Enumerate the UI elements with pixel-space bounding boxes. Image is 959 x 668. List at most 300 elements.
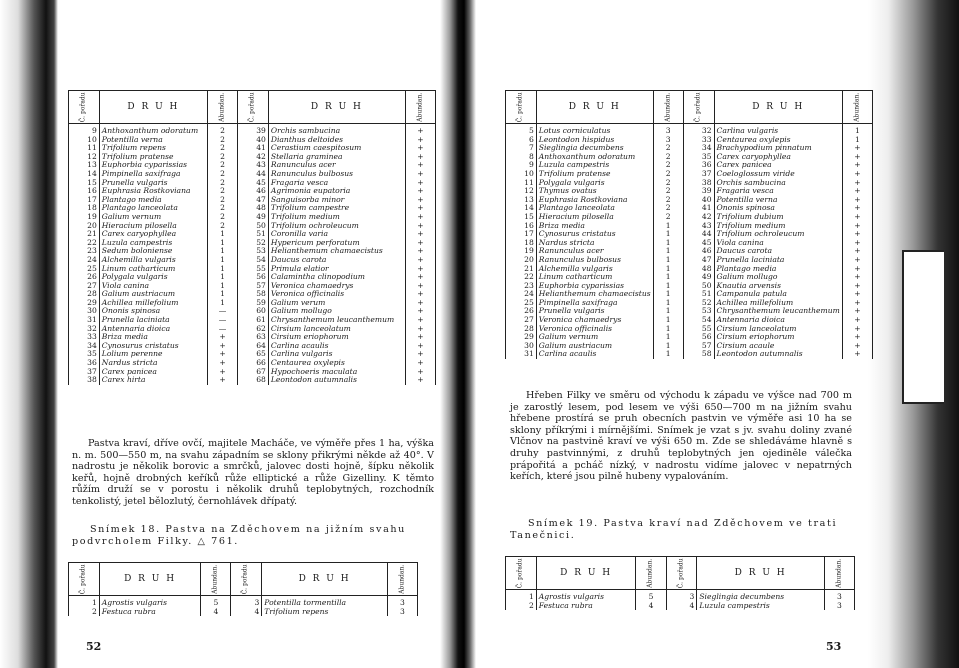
species-name: Lolium perenne: [99, 350, 207, 359]
abundance-value: 2: [653, 153, 683, 162]
row-number: 37: [69, 368, 100, 377]
species-name: Viola canina: [99, 282, 207, 291]
abundance-value: +: [405, 247, 435, 256]
abundance-value: 2: [208, 213, 238, 222]
row-number: 27: [69, 282, 100, 291]
species-name: Galium mollugo: [714, 273, 842, 282]
species-name: Sedum boloniense: [99, 247, 207, 256]
species-name: Briza media: [536, 222, 653, 231]
abundance-value: —: [208, 307, 238, 316]
abundance-value: +: [405, 161, 435, 170]
abundance-value: +: [842, 204, 872, 213]
species-name: Prunella vulgaris: [536, 307, 653, 316]
species-name: Veronica officinalis: [268, 290, 405, 299]
row-number: 4: [666, 602, 697, 611]
row-number: 48: [238, 204, 269, 213]
abundance-value: 1: [653, 282, 683, 291]
row-number: 47: [683, 256, 714, 265]
abundance-value: 1: [208, 273, 238, 282]
species-name: Achillea millefolium: [99, 299, 207, 308]
species-name: Brachypodium pinnatum: [714, 144, 842, 153]
species-name: Trifolium ochroleucum: [268, 222, 405, 231]
row-number: 56: [683, 333, 714, 342]
row-number: 18: [506, 239, 537, 248]
abundance-value: 1: [208, 282, 238, 291]
species-name: Galium austriacum: [99, 290, 207, 299]
row-number: 28: [506, 325, 537, 334]
row-number: 16: [506, 222, 537, 231]
abundance-value: +: [208, 350, 238, 359]
abundance-value: +: [405, 124, 435, 136]
abundance-value: 1: [653, 350, 683, 359]
row-number: 31: [69, 316, 100, 325]
species-name: Thymus ovatus: [536, 187, 653, 196]
row-number: 34: [69, 342, 100, 351]
row-number: 48: [683, 265, 714, 274]
abundance-value: 2: [653, 161, 683, 170]
species-name: Veronica chamaedrys: [268, 282, 405, 291]
species-name: Knautia arvensis: [714, 282, 842, 291]
abundance-value: +: [208, 368, 238, 377]
species-name: Festuca rubra: [99, 608, 201, 617]
row-number: 1: [506, 590, 537, 602]
abundance-value: 1: [653, 273, 683, 282]
row-number: 10: [69, 136, 100, 145]
row-number: 43: [683, 222, 714, 231]
species-name: Hypochoeris maculata: [268, 368, 405, 377]
species-name: Euphorbia cyparissias: [99, 161, 207, 170]
abundance-value: 2: [653, 196, 683, 205]
species-name: Plantago lanceolata: [536, 204, 653, 213]
row-number: 10: [506, 170, 537, 179]
row-number: 63: [238, 333, 269, 342]
abundance-value: 2: [208, 179, 238, 188]
row-number: 32: [683, 124, 714, 136]
abundance-value: 1: [208, 265, 238, 274]
abundance-value: +: [842, 290, 872, 299]
abundance-value: 2: [208, 124, 238, 136]
abundance-value: +: [405, 179, 435, 188]
abundance-value: +: [208, 342, 238, 351]
species-name: Sieglingia decumbens: [536, 144, 653, 153]
species-name: Trifolium dubium: [714, 213, 842, 222]
species-name: Cirsium lanceolatum: [268, 325, 405, 334]
abundance-value: +: [842, 342, 872, 351]
species-name: Carlina acaulis: [536, 350, 653, 359]
row-number: 27: [506, 316, 537, 325]
row-number: 6: [506, 136, 537, 145]
row-number: 36: [69, 359, 100, 368]
abundance-value: 1: [842, 124, 872, 136]
abundance-value: 1: [208, 230, 238, 239]
abundance-value: 1: [653, 239, 683, 248]
species-name: Agrostis vulgaris: [536, 590, 636, 602]
species-name: Daucus carota: [714, 247, 842, 256]
abundance-value: +: [842, 299, 872, 308]
species-name: Coeloglossum viride: [714, 170, 842, 179]
row-number: 17: [69, 196, 100, 205]
row-number: 45: [683, 239, 714, 248]
abundance-value: +: [842, 316, 872, 325]
table-row: [506, 590, 855, 602]
abundance-value: 2: [653, 144, 683, 153]
species-name: Trifolium campestre: [268, 204, 405, 213]
row-number: 25: [506, 299, 537, 308]
row-number: 34: [683, 144, 714, 153]
row-number: 49: [683, 273, 714, 282]
species-name: Ononis spinosa: [99, 307, 207, 316]
abundance-value: +: [405, 316, 435, 325]
row-number: 14: [69, 170, 100, 179]
species-name: Trifolium pratense: [536, 170, 653, 179]
species-name: Lotus corniculatus: [536, 124, 653, 136]
abundance-value: +: [842, 222, 872, 231]
row-number: 54: [238, 256, 269, 265]
species-name: Pimpinella saxifraga: [99, 170, 207, 179]
species-name: Ranunculus acer: [268, 161, 405, 170]
row-number: 24: [69, 256, 100, 265]
abundance-value: +: [842, 213, 872, 222]
species-table-left: Č. pořadu D R U H Abundan. Č. pořadu D R U H Abundan. 9 Anthoxanthum odoratum 2 39 Orchis sambucina + 10 Potentilla verna 2 40 Dianthus deltoides + 11 Trifolium repens 2 41 Cerastium caespitosum + 12 Trifolium pratense 2 42 Stellaria graminea + 13 Euphorbia cyparissias 2 43 Ranunculus acer + 14 Pimpinella saxifraga 2 44 Ranunculus bulbosus + 15 Prunella vulgaris 2 45 Fragaria vesca + 16 Euphrasia Rostkoviana 2 46 Agrimonia eupatoria + 17 Plantago media 2 47 Sanguisorba minor + 18 Plantago lanceolata 2 48 Trifolium campestre + 19 Galium vernum 2 49 Trifolium medium + 20 Hieracium pilosella 2 50 Trifolium ochroleucum + 21 Carex caryophyllea 1 51 Coronilla varia + 22 Luzula campestris 1 52 Hypericum perforatum + 23 Sedum boloniense 1 53 Helianthemum chamaecistus + 24 Alchemilla vulgaris 1 54 Daucus carota + 25 Linum catharticum 1 55 Primula elatior + 26 Polygala vulgaris 1 56 Calamintha clinopodium + 27 Viola canina 1 57 Veronica chamaedrys + 28 Galium austriacum 1 58 Veronica officinalis + 29 Achillea millefolium 1 59 Galium verum + 30 Ononis spinosa — 60 Galium mollugo + 31 Prunella laciniata — 61 Chrysanthemum leucanthemum + 32 Antennaria dioica — 62 Cirsium lanceolatum + 33 Briza media + 63 Cirsium eriophorum + 34 Cynosurus cristatus + 64 Carlina acaulis + 35 Lolium perenne + 65 Carlina vulgaris + 36 Nardus stricta + 66 Centaurea oxylepis + 37 Carex panicea + 67 Hypochoeris maculata + 38 Carex hirta + 68 Leontodon autumnalis +: [68, 90, 436, 385]
row-number: 39: [683, 187, 714, 196]
species-name: Anthoxanthum odoratum: [99, 124, 207, 136]
species-name: Trifolium pratense: [99, 153, 207, 162]
abundance-value: 4: [636, 602, 666, 611]
species-name: Chrysanthemum leucanthemum: [268, 316, 405, 325]
row-number: 68: [238, 376, 269, 385]
abundance-value: +: [208, 333, 238, 342]
abundance-value: 2: [208, 204, 238, 213]
row-number: 49: [238, 213, 269, 222]
row-number: 33: [69, 333, 100, 342]
species-name: Carex hirta: [99, 376, 207, 385]
species-name: Linum catharticum: [99, 265, 207, 274]
species-name: Agrostis vulgaris: [99, 596, 201, 608]
abundance-value: 3: [653, 136, 683, 145]
abundance-value: 4: [201, 608, 231, 617]
abundance-value: 1: [208, 247, 238, 256]
species-name: Centaurea oxylepis: [714, 136, 842, 145]
abundance-value: +: [842, 247, 872, 256]
species-name: Prunella laciniata: [99, 316, 207, 325]
species-name: Euphrasia Rostkoviana: [99, 187, 207, 196]
species-name: Ranunculus acer: [536, 247, 653, 256]
abundance-value: +: [405, 239, 435, 248]
species-name: Alchemilla vulgaris: [99, 256, 207, 265]
row-number: 5: [506, 124, 537, 136]
species-name: Ranunculus bulbosus: [268, 170, 405, 179]
row-number: 26: [506, 307, 537, 316]
row-number: 51: [683, 290, 714, 299]
row-number: 53: [238, 247, 269, 256]
abundance-value: 1: [208, 290, 238, 299]
abundance-value: 1: [653, 230, 683, 239]
abundance-value: 2: [208, 161, 238, 170]
species-name: Potentilla verna: [99, 136, 207, 145]
abundance-value: +: [405, 299, 435, 308]
species-name: Plantago lanceolata: [99, 204, 207, 213]
abundance-value: 1: [653, 247, 683, 256]
species-name: Anthoxanthum odoratum: [536, 153, 653, 162]
paragraph-right: Hřeben Filky ve směru od východu k západu ve výšce nad 700 m je zarostlý lesem, pod lesem ve výši 650—700 m na jižním svahu hřebene prostírá se pruh obecních pastvin ve výměře asi 10 ha se sklony příkrými i mírnějšími. Snímek je vzat s jv. svahu doliny zvané Vlčnov na pastvině kraví ve výši 650 m. Zde se shledáváme hlavně s druhy pastvinnými, z druhů teplobytných jen ojediněle válečka prápořitá a pcháč nízký, v nadrostu vidíme jalovec v nepatrných keřích, které jsou pilně hubeny vypalováním.: [510, 390, 852, 483]
table-row: [506, 602, 855, 611]
species-name: Alchemilla vulgaris: [536, 265, 653, 274]
abundance-value: 2: [653, 187, 683, 196]
species-name: Prunella laciniata: [714, 256, 842, 265]
abundance-value: 3: [824, 602, 854, 611]
species-name: Trifolium medium: [268, 213, 405, 222]
abundance-value: +: [405, 222, 435, 231]
row-number: 39: [238, 124, 269, 136]
species-name: Cirsium eriophorum: [268, 333, 405, 342]
species-name: Galium austriacum: [536, 342, 653, 351]
species-name: Trifolium ochroleucum: [714, 230, 842, 239]
row-number: 22: [69, 239, 100, 248]
species-name: Euphorbia cyparissias: [536, 282, 653, 291]
abundance-value: +: [405, 290, 435, 299]
abundance-value: 2: [653, 170, 683, 179]
row-number: 29: [69, 299, 100, 308]
row-number: 19: [69, 213, 100, 222]
species-name: Fragaria vesca: [268, 179, 405, 188]
abundance-value: +: [405, 265, 435, 274]
row-number: 37: [683, 170, 714, 179]
species-name: Sanguisorba minor: [268, 196, 405, 205]
species-name: Pimpinella saxifraga: [536, 299, 653, 308]
table-row: [69, 376, 436, 385]
abundance-value: —: [208, 325, 238, 334]
row-number: 46: [683, 247, 714, 256]
species-name: Galium verum: [268, 299, 405, 308]
row-number: 8: [506, 153, 537, 162]
species-table-left-bottom: Č. pořadu D R U H Abundan. Č. pořadu D R U H Abundan. 1 Agrostis vulgaris 5 3 Potentilla tormentilla 3 2 Festuca rubra 4 4 Trifolium repens 3: [68, 562, 418, 616]
row-number: 38: [69, 376, 100, 385]
abundance-value: +: [405, 170, 435, 179]
species-name: Centaurea oxylepis: [268, 359, 405, 368]
table-row: [69, 124, 436, 136]
row-number: 45: [238, 179, 269, 188]
abundance-value: +: [842, 144, 872, 153]
abundance-value: +: [405, 213, 435, 222]
species-name: Coronilla varia: [268, 230, 405, 239]
row-number: 44: [683, 230, 714, 239]
row-number: 38: [683, 179, 714, 188]
row-number: 62: [238, 325, 269, 334]
row-number: 40: [683, 196, 714, 205]
row-number: 60: [238, 307, 269, 316]
species-table-right-bottom: Č. pořadu D R U H Abundan. Č. pořadu D R U H Abundan. 1 Agrostis vulgaris 5 3 Sieglingia decumbens 3 2 Festuca rubra 4 4 Luzula campestris 3: [505, 556, 855, 610]
abundance-value: 2: [208, 153, 238, 162]
abundance-value: +: [405, 153, 435, 162]
abundance-value: +: [842, 333, 872, 342]
species-name: Trifolium medium: [714, 222, 842, 231]
species-name: Cirsium acaule: [714, 342, 842, 351]
row-number: 36: [683, 161, 714, 170]
row-number: 44: [238, 170, 269, 179]
table-row: [506, 124, 873, 136]
abundance-value: 2: [653, 179, 683, 188]
species-name: Carlina vulgaris: [268, 350, 405, 359]
abundance-value: +: [405, 204, 435, 213]
row-number: 15: [506, 213, 537, 222]
row-number: 66: [238, 359, 269, 368]
species-name: Carlina vulgaris: [714, 124, 842, 136]
page-number-right: 53: [826, 640, 842, 653]
row-number: 9: [506, 161, 537, 170]
species-name: Leontodon autumnalis: [714, 350, 842, 359]
book-gutter: [440, 0, 476, 668]
abundance-value: 3: [387, 608, 417, 617]
species-name: Carex panicea: [714, 161, 842, 170]
species-name: Carex caryophyllea: [99, 230, 207, 239]
abundance-value: +: [405, 333, 435, 342]
row-number: 9: [69, 124, 100, 136]
abundance-value: 1: [653, 342, 683, 351]
abundance-value: 2: [653, 213, 683, 222]
row-number: 12: [506, 187, 537, 196]
abundance-value: 1: [653, 325, 683, 334]
row-number: 18: [69, 204, 100, 213]
species-name: Plantago media: [99, 196, 207, 205]
caption-left: Snímek 18. Pastva na Zděchovem na jižním svahu podvrcholem Filky. △ 761.: [72, 524, 406, 547]
abundance-value: +: [842, 230, 872, 239]
species-name: Ranunculus bulbosus: [536, 256, 653, 265]
species-name: Linum catharticum: [536, 273, 653, 282]
row-number: 3: [231, 596, 262, 608]
row-number: 46: [238, 187, 269, 196]
row-number: 16: [69, 187, 100, 196]
species-name: Antennaria dioica: [99, 325, 207, 334]
row-number: 15: [69, 179, 100, 188]
row-number: 67: [238, 368, 269, 377]
row-number: 25: [69, 265, 100, 274]
abundance-value: 1: [653, 307, 683, 316]
species-name: Antennaria dioica: [714, 316, 842, 325]
row-number: 31: [506, 350, 537, 359]
row-number: 58: [683, 350, 714, 359]
row-number: 2: [506, 602, 537, 611]
species-name: Briza media: [99, 333, 207, 342]
species-name: Cynosurus cristatus: [99, 342, 207, 351]
abundance-value: —: [208, 316, 238, 325]
row-number: 12: [69, 153, 100, 162]
abundance-value: +: [842, 161, 872, 170]
species-name: Campanula patula: [714, 290, 842, 299]
species-name: Viola canina: [714, 239, 842, 248]
row-number: 19: [506, 247, 537, 256]
species-name: Achillea millefolium: [714, 299, 842, 308]
row-number: 20: [506, 256, 537, 265]
abundance-value: 2: [208, 222, 238, 231]
abundance-value: 2: [208, 136, 238, 145]
table-row: [506, 350, 873, 359]
table-row: [69, 596, 418, 608]
species-name: Festuca rubra: [536, 602, 636, 611]
row-number: 22: [506, 273, 537, 282]
species-name: Dianthus deltoides: [268, 136, 405, 145]
abundance-value: +: [208, 359, 238, 368]
species-name: Veronica chamaedrys: [536, 316, 653, 325]
species-name: Luzula campestris: [536, 161, 653, 170]
abundance-value: 1: [208, 239, 238, 248]
species-name: Sieglingia decumbens: [697, 590, 825, 602]
row-number: 53: [683, 307, 714, 316]
row-number: 35: [69, 350, 100, 359]
row-number: 56: [238, 273, 269, 282]
abundance-value: 1: [208, 299, 238, 308]
row-number: 52: [683, 299, 714, 308]
abundance-value: 5: [636, 590, 666, 602]
species-name: Plantago media: [714, 265, 842, 274]
row-number: 55: [238, 265, 269, 274]
species-name: Daucus carota: [268, 256, 405, 265]
row-number: 11: [506, 179, 537, 188]
row-number: 2: [69, 608, 100, 617]
row-number: 64: [238, 342, 269, 351]
species-name: Euphrasia Rostkoviana: [536, 196, 653, 205]
species-name: Orchis sambucina: [714, 179, 842, 188]
species-name: Hieracium pilosella: [536, 213, 653, 222]
row-number: 4: [231, 608, 262, 617]
abundance-value: 3: [824, 590, 854, 602]
species-name: Cynosurus cristatus: [536, 230, 653, 239]
abundance-value: 1: [842, 136, 872, 145]
abundance-value: +: [405, 144, 435, 153]
abundance-value: 2: [208, 144, 238, 153]
species-name: Carex caryophyllea: [714, 153, 842, 162]
species-name: Potentilla tormentilla: [262, 596, 388, 608]
caption-right: Snímek 19. Pastva kraví nad Zděchovem ve trati Tanečnici.: [510, 518, 838, 541]
species-name: Luzula campestris: [697, 602, 825, 611]
abundance-value: 1: [653, 222, 683, 231]
abundance-value: 3: [387, 596, 417, 608]
species-table-right: Č. pořadu D R U H Abundan. Č. pořadu D R U H Abundan. 5 Lotus corniculatus 3 32 Carlina vulgaris 1 6 Leontodon hispidus 3 33 Centaurea oxylepis 1 7 Sieglingia decumbens 2 34 Brachypodium pinnatum + 8 Anthoxanthum odoratum 2 35 Carex caryophyllea + 9 Luzula campestris 2 36 Carex panicea + 10 Trifolium pratense 2 37 Coeloglossum viride + 11 Polygala vulgaris 2 38 Orchis sambucina + 12 Thymus ovatus 2 39 Fragaria vesca + 13 Euphrasia Rostkoviana 2 40 Potentilla verna + 14 Plantago lanceolata 2 41 Ononis spinosa + 15 Hieracium pilosella 2 42 Trifolium dubium + 16 Briza media 1 43 Trifolium medium + 17 Cynosurus cristatus 1 44 Trifolium ochroleucum + 18 Nardus stricta 1 45 Viola canina + 19 Ranunculus acer 1 46 Daucus carota + 20 Ranunculus bulbosus 1 47 Prunella laciniata + 21 Alchemilla vulgaris 1 48 Plantago media + 22 Linum catharticum 1 49 Galium mollugo + 23 Euphorbia cyparissias 1 50 Knautia arvensis + 24 Helianthemum chamaecistus 1 51 Campanula patula + 25 Pimpinella saxifraga 1 52 Achillea millefolium + 26 Prunella vulgaris 1 53 Chrysanthemum leucanthemum + 27 Veronica chamaedrys 1 54 Antennaria dioica + 28 Veronica officinalis 1 55 Cirsium lanceolatum + 29 Galium vernum 1 56 Cirsium eriophorum + 30 Galium austriacum 1 57 Cirsium acaule + 31 Carlina acaulis 1 58 Leontodon autumnalis +: [505, 90, 873, 359]
abundance-value: 1: [653, 316, 683, 325]
abundance-value: +: [842, 187, 872, 196]
abundance-value: +: [405, 187, 435, 196]
row-number: 24: [506, 290, 537, 299]
row-number: 17: [506, 230, 537, 239]
row-number: 59: [238, 299, 269, 308]
abundance-value: +: [405, 307, 435, 316]
abundance-value: +: [405, 368, 435, 377]
abundance-value: +: [405, 325, 435, 334]
row-number: 61: [238, 316, 269, 325]
species-name: Luzula campestris: [99, 239, 207, 248]
abundance-value: +: [842, 179, 872, 188]
row-number: 57: [238, 282, 269, 291]
row-number: 21: [69, 230, 100, 239]
species-name: Cerastium caespitosum: [268, 144, 405, 153]
species-name: Orchis sambucina: [268, 124, 405, 136]
species-name: Carlina acaulis: [268, 342, 405, 351]
abundance-value: +: [842, 350, 872, 359]
row-number: 35: [683, 153, 714, 162]
row-number: 28: [69, 290, 100, 299]
row-number: 33: [683, 136, 714, 145]
abundance-value: +: [405, 230, 435, 239]
abundance-value: +: [405, 273, 435, 282]
abundance-value: +: [405, 350, 435, 359]
row-number: 65: [238, 350, 269, 359]
row-number: 29: [506, 333, 537, 342]
species-name: Stellaria graminea: [268, 153, 405, 162]
row-number: 13: [69, 161, 100, 170]
species-name: Galium mollugo: [268, 307, 405, 316]
abundance-value: +: [842, 256, 872, 265]
species-name: Cirsium eriophorum: [714, 333, 842, 342]
abundance-value: 5: [201, 596, 231, 608]
